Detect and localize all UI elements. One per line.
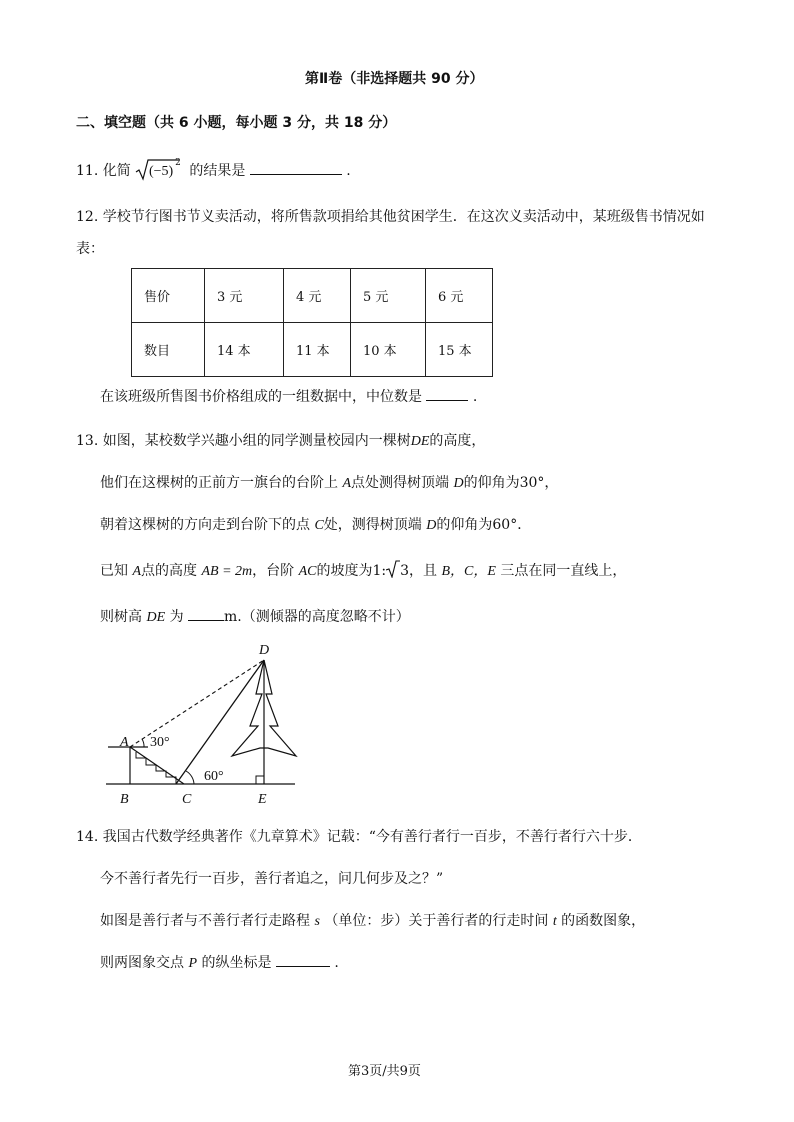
page-footer: 第3页/共9页 <box>348 1064 421 1079</box>
sqrt-expression <box>135 158 185 182</box>
question-14-line1 <box>76 826 642 846</box>
question-14-line4 <box>100 952 339 972</box>
math-var: P <box>188 956 198 971</box>
answer-blank[interactable] <box>188 606 224 621</box>
question-text: 三点在同一直线上， <box>500 563 627 579</box>
question-text: ，台阶 <box>252 563 295 579</box>
question-text: 处，测得树顶端 <box>323 517 422 533</box>
question-text: 点处测得树顶端 <box>351 475 450 491</box>
question-text: 如图是善行者与不善行者行走路程 <box>100 913 310 929</box>
question-12-median <box>100 386 477 406</box>
math-var: C <box>314 518 324 533</box>
math-var: DE <box>146 610 166 625</box>
question-text: 朝着这棵树的方向走到台阶下的点 <box>100 517 310 533</box>
label-c: C <box>182 792 192 807</box>
exponent: 2 <box>175 158 181 169</box>
table-cell: 15 本 <box>426 323 493 377</box>
question-text: ，且 <box>409 563 438 579</box>
question-14-line3 <box>100 910 645 930</box>
math-expression: AB = 2m <box>201 564 253 579</box>
question-13-line3 <box>100 514 531 534</box>
math-var: AC <box>298 564 317 579</box>
answer-blank[interactable] <box>250 160 342 175</box>
price-table <box>131 268 493 377</box>
radicand: (−5) <box>149 164 174 179</box>
math-var: A <box>342 476 352 491</box>
question-13-line1 <box>76 430 485 450</box>
question-text: （单位：步）关于善行者的行走时间 <box>324 913 549 929</box>
table-cell: 4 元 <box>284 269 351 323</box>
question-11 <box>76 158 351 182</box>
right-angle-mark <box>256 776 264 784</box>
question-number: 13. <box>76 433 99 449</box>
question-text: 的坡度为1: <box>316 563 387 579</box>
question-number: 14. <box>76 829 99 845</box>
question-text: 的仰角为30°， <box>463 475 559 491</box>
label-a: A <box>120 735 129 750</box>
question-text: 的纵坐标是 <box>201 955 272 971</box>
table-cell: 5 元 <box>351 269 426 323</box>
table-cell: 14 本 <box>205 323 284 377</box>
question-12-line1 <box>76 206 705 226</box>
punctuation: . <box>346 163 351 179</box>
math-var: D <box>426 518 437 533</box>
question-12-line2: 表： <box>76 241 104 257</box>
table-row <box>132 269 493 323</box>
segment-cd <box>176 660 264 784</box>
answer-blank[interactable] <box>276 952 330 967</box>
question-13-line4 <box>100 560 626 580</box>
question-13-line2 <box>100 472 558 492</box>
math-var: s <box>314 914 320 929</box>
question-text: 他们在这棵树的正前方一旗台的台阶上 <box>100 475 338 491</box>
tree-measurement-figure <box>100 636 310 816</box>
stairs <box>136 752 176 784</box>
sqrt-sign-icon <box>135 158 179 182</box>
question-text: 在该班级所售图书价格组成的一组数据中，中位数是 <box>100 389 422 405</box>
question-14-line2: 今不善行者先行一百步，善行者追之，问几何步及之？” <box>100 871 444 887</box>
question-text: 的结果是 <box>189 163 246 179</box>
punctuation: . <box>334 955 339 971</box>
section-header: 二、填空题（共 6 小题，每小题 3 分，共 18 分） <box>76 115 397 131</box>
question-text: m.（测倾器的高度忽略不计） <box>224 609 410 625</box>
question-text: 则树高 <box>100 609 142 625</box>
table-cell: 11 本 <box>284 323 351 377</box>
math-var: A <box>132 564 142 579</box>
question-text: 如图，某校数学兴趣小组的同学测量校园内一棵树 <box>102 433 411 449</box>
math-var: B，C，E <box>441 564 496 579</box>
question-text: 为 <box>169 609 184 625</box>
math-number: 3 <box>400 563 410 579</box>
label-e: E <box>258 792 267 807</box>
sqrt-sign-icon <box>386 560 400 578</box>
question-text: 点的高度 <box>141 563 198 579</box>
question-13-line5 <box>100 606 410 626</box>
question-number: 11. <box>76 163 99 179</box>
question-text: 我国古代数学经典著作《九章算术》记载：“今有善行者行一百步，不善行者行六十步． <box>102 829 642 845</box>
label-b: B <box>120 792 129 807</box>
question-text: 化简 <box>102 163 131 179</box>
dashed-line-ad <box>130 660 264 747</box>
question-text: 的高度， <box>429 433 486 449</box>
punctuation: . <box>472 389 478 405</box>
table-cell: 3 元 <box>205 269 284 323</box>
math-var: DE <box>410 434 430 449</box>
table-row <box>132 323 493 377</box>
angle-arc-60 <box>186 771 194 784</box>
page-title: 第Ⅱ卷（非选择题共 90 分） <box>305 71 484 87</box>
answer-blank[interactable] <box>426 386 468 401</box>
table-cell: 售价 <box>132 269 205 323</box>
question-text: 学校节行图书节义卖活动，将所售款项捐给其他贫困学生．在这次义卖活动中，某班级售书情况如 <box>102 209 705 225</box>
question-text: 则两图象交点 <box>100 955 184 971</box>
question-text: 的仰角为60°． <box>436 517 532 533</box>
angle-arc-30 <box>142 739 144 747</box>
math-var: D <box>453 476 464 491</box>
label-angle-30: 30° <box>150 735 170 750</box>
question-text: 的函数图象， <box>561 913 646 929</box>
label-d: D <box>259 643 270 658</box>
question-text: 已知 <box>100 563 128 579</box>
table-cell: 数目 <box>132 323 205 377</box>
table-cell: 10 本 <box>351 323 426 377</box>
table-cell: 6 元 <box>426 269 493 323</box>
question-number: 12. <box>76 209 99 225</box>
math-var: t <box>552 914 557 929</box>
label-angle-60: 60° <box>204 769 224 784</box>
